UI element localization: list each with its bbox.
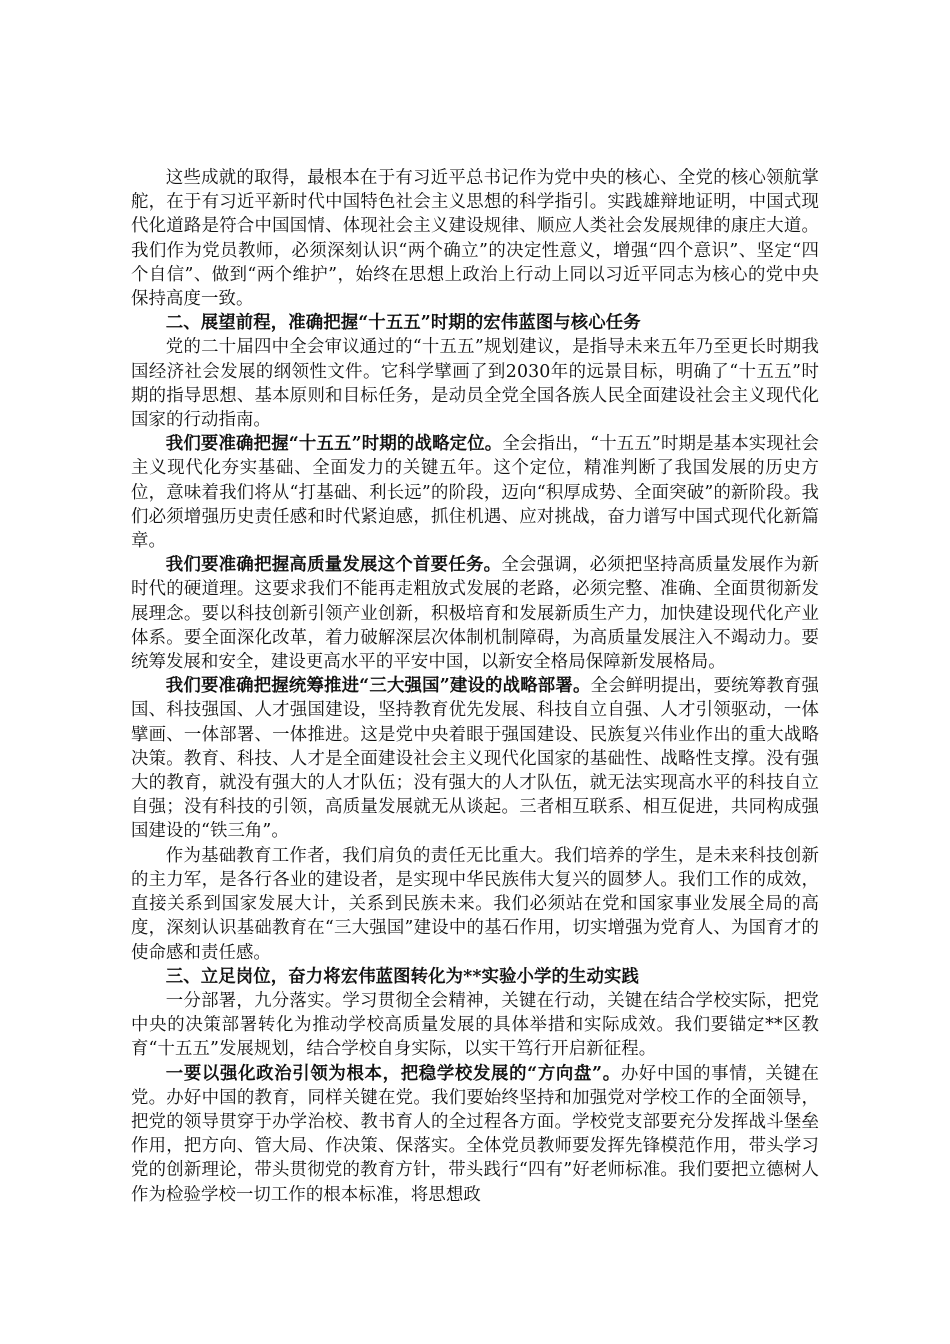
heading-text: 三、立足岗位，奋力将宏伟蓝图转化为**实验小学的生动实践 (165, 966, 639, 987)
section-heading-2 (131, 311, 819, 335)
section-heading-3 (131, 965, 819, 989)
heading-text: 二、展望前程，准确把握“十五五”时期的宏伟蓝图与核心任务 (165, 313, 641, 334)
paragraph-text: 一分部署，九分落实。学习贯彻全会精神，关键在行动，关键在结合学校实际，把党中央的决策部署转化为推动学校高质量发展的具体举措和实际成效。我们要锚定**区教育“十五五”发展规划，结合学校自身实际，以实干笃行开启新征程。 (131, 990, 819, 1060)
paragraph-lead: 我们要准确把握统筹推进“三大强国”建设的战略部署。 (165, 676, 591, 697)
paragraph-three-powers (131, 674, 819, 843)
paragraph-political-leadership (131, 1062, 819, 1207)
paragraph-strategic-positioning (131, 432, 819, 553)
paragraph-high-quality-development (131, 553, 819, 674)
paragraph-text: 党的二十届四中全会审议通过的“十五五”规划建议，是指导未来五年乃至更长时期我国经济社会发展的纲领性文件。它科学擘画了到2030年的远景目标，明确了“十五五”时期的指导思想、基本原则和目标任务，是动员全党全国各族人民全面建设社会主义现代化国家的行动指南。 (131, 337, 819, 431)
paragraph-plan-intro (131, 335, 819, 432)
paragraph-text: 全会鲜明提出，要统筹教育强国、科技强国、人才强国建设，坚持教育优先发展、科技自立自强、人才引领驱动，一体擘画、一体部署、一体推进。这是党中央着眼于强国建设、民族复兴伟业作出的重大战略决策。教育、科技、人才是全面建设社会主义现代化国家的基础性、战略性支撑。没有强大的教育，就没有强大的人才队伍；没有强大的人才队伍，就无法实现高水平的科技自立自强；没有科技的引领，高质量发展就无从谈起。三者相互联系、相互促进，共同构成强国建设的“铁三角”。 (131, 676, 819, 842)
paragraph-implementation (131, 989, 819, 1062)
paragraph-text: 作为基础教育工作者，我们肩负的责任无比重大。我们培养的学生，是未来科技创新的主力军，是各行各业的建设者，是实现中华民族伟大复兴的圆梦人。我们工作的成效，直接关系到国家发展大计，关系到民族未来。我们必须站在党和国家事业发展全局的高度，深刻认识基础教育在“三大强国”建设中的基石作用，切实增强为党育人、为国育才的使命感和责任感。 (131, 845, 819, 963)
document-body (131, 166, 819, 1207)
paragraph-text: 全会强调，必须把坚持高质量发展作为新时代的硬道理。这要求我们不能再走粗放式发展的老路，必须完整、准确、全面贯彻新发展理念。要以科技创新引领产业创新，积极培育和发展新质生产力，加快建设现代化产业体系。要全面深化改革，着力破解深层次体制机制障碍，为高质量发展注入不竭动力。要统筹发展和安全，建设更高水平的平安中国，以新安全格局保障新发展格局。 (131, 555, 819, 673)
paragraph-lead: 我们要准确把握高质量发展这个首要任务。 (165, 555, 502, 576)
paragraph-achievements (131, 166, 819, 311)
paragraph-lead: 我们要准确把握“十五五”时期的战略定位。 (165, 434, 503, 455)
paragraph-text: 办好中国的事情，关键在党。办好中国的教育，同样关键在党。我们要始终坚持和加强党对学校工作的全面领导，把党的领导贯穿于办学治校、教书育人的全过程各方面。学校党支部要充分发挥战斗堡垒作用，把方向、管大局、作决策、保落实。全体党员教师要发挥先锋模范作用，带头学习党的创新理论，带头贯彻党的教育方针，带头践行“四有”好老师标准。我们要把立德树人作为检验学校一切工作的根本标准，将思想政 (131, 1063, 819, 1205)
paragraph-text: 全会指出，“十五五”时期是基本实现社会主义现代化夯实基础、全面发力的关键五年。这个定位，精准判断了我国发展的历史方位，意味着我们将从“打基础、利长远”的阶段，迈向“积厚成势、全面突破”的新阶段。我们必须增强历史责任感和时代紧迫感，抓住机遇、应对挑战，奋力谱写中国式现代化新篇章。 (131, 434, 819, 552)
paragraph-lead: 一要以强化政治引领为根本，把稳学校发展的“方向盘”。 (165, 1063, 621, 1084)
paragraph-text: 这些成就的取得，最根本在于有习近平总书记作为党中央的核心、全党的核心领航掌舵，在于有习近平新时代中国特色社会主义思想的科学指引。实践雄辩地证明，中国式现代化道路是符合中国国情、体现社会主义建设规律、顺应人类社会发展规律的康庄大道。我们作为党员教师，必须深刻认识“两个确立”的决定性意义，增强“四个意识”、坚定“四个自信”、做到“两个维护”，始终在思想上政治上行动上同以习近平同志为核心的党中央保持高度一致。 (131, 168, 819, 310)
paragraph-educator-responsibility (131, 844, 819, 965)
